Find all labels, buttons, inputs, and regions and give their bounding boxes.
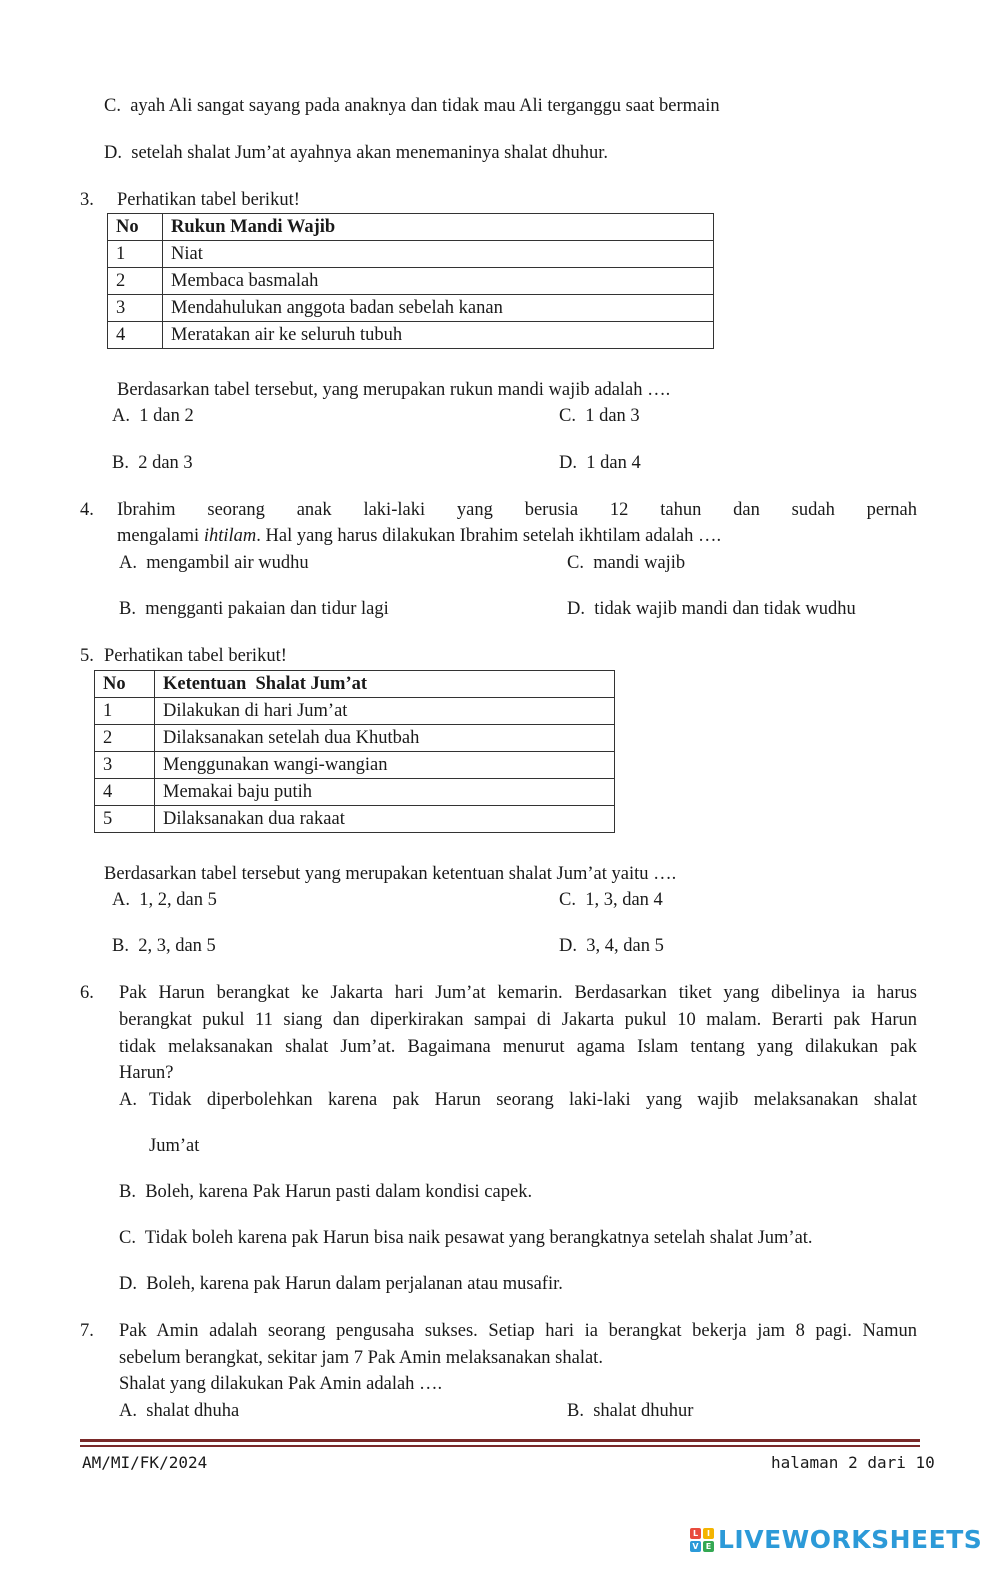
q3-table bbox=[107, 213, 714, 349]
option-letter: C. bbox=[559, 890, 576, 910]
table-cell: 3 bbox=[108, 295, 163, 322]
table-header-row bbox=[95, 671, 615, 698]
q5-option-d[interactable] bbox=[559, 933, 664, 959]
table-header-cell: No bbox=[95, 671, 155, 698]
option-text: shalat dhuhur bbox=[593, 1401, 694, 1421]
q6-number: 6. bbox=[80, 983, 94, 1003]
q4-line-2-pre: mengalami bbox=[117, 526, 204, 546]
option-text: 1 dan 4 bbox=[586, 453, 641, 473]
footer-page-number: halaman 2 dari 10 bbox=[771, 1453, 935, 1472]
q3-option-d[interactable] bbox=[559, 450, 641, 476]
option-letter: B. bbox=[112, 936, 129, 956]
option-text: mandi wajib bbox=[593, 553, 686, 573]
q4-option-d[interactable] bbox=[567, 596, 856, 622]
option-letter: C. bbox=[567, 553, 584, 573]
option-letter: A. bbox=[119, 553, 137, 573]
q4-option-c[interactable] bbox=[567, 550, 685, 576]
q4-line-1: Ibrahim seorang anak laki-laki yang berusia 12 tahun dan sudah pernah bbox=[117, 500, 917, 520]
option-letter: B. bbox=[119, 1182, 136, 1202]
option-letter: A. bbox=[112, 406, 130, 426]
q4-line-2 bbox=[117, 523, 721, 549]
q7-number: 7. bbox=[80, 1321, 94, 1341]
q5-question: Berdasarkan tabel tersebut yang merupakan ketentuan shalat Jum’at yaitu …. bbox=[104, 864, 677, 884]
option-text: shalat dhuha bbox=[146, 1401, 240, 1421]
option-text: mengganti pakaian dan tidur lagi bbox=[145, 599, 389, 619]
q3-number: 3. bbox=[80, 190, 94, 210]
table-cell: 2 bbox=[108, 268, 163, 295]
option-text: 1 dan 2 bbox=[139, 406, 194, 426]
option-letter: A. bbox=[112, 890, 130, 910]
q5-option-b[interactable] bbox=[112, 933, 216, 959]
table-row bbox=[108, 241, 714, 268]
table-header-cell: Rukun Mandi Wajib bbox=[163, 214, 714, 241]
option-letter: A. bbox=[119, 1401, 137, 1421]
footer-divider bbox=[80, 1439, 920, 1442]
q6-line-1: Pak Harun berangkat ke Jakarta hari Jum’at kemarin. Berdasarkan tiket yang dibelinya ia harus bbox=[119, 983, 917, 1003]
logo-letter: L bbox=[690, 1528, 701, 1539]
q2-option-d bbox=[104, 140, 608, 166]
footer-document-code: AM/MI/FK/2024 bbox=[82, 1453, 208, 1472]
q3-option-c[interactable] bbox=[559, 403, 640, 429]
logo-letter: I bbox=[703, 1528, 714, 1539]
option-letter: B. bbox=[119, 599, 136, 619]
option-text: 3, 4, dan 5 bbox=[586, 936, 664, 956]
logo-mark-icon bbox=[690, 1528, 714, 1552]
table-cell: Memakai baju putih bbox=[155, 779, 615, 806]
logo-letter: E bbox=[703, 1541, 714, 1552]
table-cell: Mendahulukan anggota badan sebelah kanan bbox=[163, 295, 714, 322]
table-cell: 4 bbox=[108, 322, 163, 349]
option-letter: D. bbox=[104, 143, 122, 163]
option-letter: B. bbox=[567, 1401, 584, 1421]
q6-option-a[interactable]: Tidak diperbolehkan karena pak Harun seorang laki-laki yang wajib melaksanakan shalat bbox=[149, 1090, 917, 1110]
q3-option-a[interactable] bbox=[112, 403, 194, 429]
table-cell: 1 bbox=[108, 241, 163, 268]
table-cell: 4 bbox=[95, 779, 155, 806]
q5-intro: Perhatikan tabel berikut! bbox=[104, 646, 287, 666]
logo-wordmark: LIVEWORKSHEETS bbox=[718, 1525, 983, 1554]
table-cell: Dilaksanakan setelah dua Khutbah bbox=[155, 725, 615, 752]
option-letter: C. bbox=[559, 406, 576, 426]
q5-option-c[interactable] bbox=[559, 887, 663, 913]
table-cell: Menggunakan wangi-wangian bbox=[155, 752, 615, 779]
q5-number: 5. bbox=[80, 646, 94, 666]
option-letter: D. bbox=[559, 453, 577, 473]
table-header-cell: Ketentuan Shalat Jum’at bbox=[155, 671, 615, 698]
table-cell: 5 bbox=[95, 806, 155, 833]
table-row bbox=[95, 806, 615, 833]
table-header-row bbox=[108, 214, 714, 241]
option-letter: D. bbox=[567, 599, 585, 619]
table-cell: Membaca basmalah bbox=[163, 268, 714, 295]
q6-line-2: berangkat pukul 11 siang dan diperkirakan sampai di Jakarta pukul 10 malam. Berarti pak Harun bbox=[119, 1010, 917, 1030]
option-text: Tidak boleh karena pak Harun bisa naik pesawat yang berangkatnya setelah shalat Jum’at. bbox=[144, 1228, 813, 1248]
q7-line-1: Pak Amin adalah seorang pengusaha sukses. Setiap hari ia berangkat bekerja jam 8 pagi. Namun bbox=[119, 1321, 917, 1341]
q5-table bbox=[94, 670, 615, 833]
q3-option-b[interactable] bbox=[112, 450, 193, 476]
option-text: 1, 3, dan 4 bbox=[585, 890, 663, 910]
table-cell: Meratakan air ke seluruh tubuh bbox=[163, 322, 714, 349]
option-letter: B. bbox=[112, 453, 129, 473]
option-letter: D. bbox=[559, 936, 577, 956]
q6-option-b[interactable] bbox=[119, 1179, 532, 1205]
q6-option-a-continued: Jum’at bbox=[149, 1136, 200, 1156]
q7-option-b[interactable] bbox=[567, 1398, 693, 1424]
table-row bbox=[95, 779, 615, 806]
table-row bbox=[95, 752, 615, 779]
q7-line-2: sebelum berangkat, sekitar jam 7 Pak Amin melaksanakan shalat. bbox=[119, 1348, 603, 1368]
option-text: Boleh, karena pak Harun dalam perjalanan atau musafir. bbox=[146, 1274, 563, 1294]
table-cell: 3 bbox=[95, 752, 155, 779]
option-text: tidak wajib mandi dan tidak wudhu bbox=[594, 599, 856, 619]
table-cell: 1 bbox=[95, 698, 155, 725]
table-row bbox=[108, 295, 714, 322]
option-text: 2, 3, dan 5 bbox=[138, 936, 216, 956]
q6-line-4: Harun? bbox=[119, 1063, 174, 1083]
q2-option-c bbox=[104, 93, 720, 119]
q4-line-2-post: . Hal yang harus dilakukan Ibrahim setelah ikhtilam adalah …. bbox=[256, 526, 722, 546]
option-letter: C. bbox=[104, 96, 121, 116]
logo-letter: V bbox=[690, 1541, 701, 1552]
q6-option-c[interactable] bbox=[119, 1225, 813, 1251]
option-text: 2 dan 3 bbox=[138, 453, 193, 473]
option-letter: D. bbox=[119, 1274, 137, 1294]
q6-option-d[interactable] bbox=[119, 1271, 563, 1297]
q7-option-a[interactable] bbox=[119, 1398, 239, 1424]
table-row bbox=[95, 725, 615, 752]
q3-intro: Perhatikan tabel berikut! bbox=[117, 190, 300, 210]
q6-option-a-letter[interactable]: A. bbox=[119, 1090, 137, 1110]
option-text: Boleh, karena Pak Harun pasti dalam kondisi capek. bbox=[145, 1182, 533, 1202]
table-cell: Niat bbox=[163, 241, 714, 268]
option-text: setelah shalat Jum’at ayahnya akan menemaninya shalat dhuhur. bbox=[131, 143, 608, 163]
q4-number: 4. bbox=[80, 500, 94, 520]
option-letter: C. bbox=[119, 1228, 136, 1248]
table-row bbox=[95, 698, 615, 725]
q3-question: Berdasarkan tabel tersebut, yang merupakan rukun mandi wajib adalah …. bbox=[117, 380, 671, 400]
q7-line-3: Shalat yang dilakukan Pak Amin adalah …. bbox=[119, 1374, 443, 1394]
table-cell: Dilakukan di hari Jum’at bbox=[155, 698, 615, 725]
table-cell: Dilaksanakan dua rakaat bbox=[155, 806, 615, 833]
option-text: 1, 2, dan 5 bbox=[139, 890, 217, 910]
table-row bbox=[108, 322, 714, 349]
table-header-cell: No bbox=[108, 214, 163, 241]
q4-line-2-italic: ihtilam bbox=[203, 526, 257, 546]
liveworksheets-logo bbox=[690, 1527, 982, 1553]
q4-option-b[interactable] bbox=[119, 596, 389, 622]
table-cell: 2 bbox=[95, 725, 155, 752]
q6-line-3: tidak melaksanakan shalat Jum’at. Bagaimana menurut agama Islam tentang yang dilakukan pak bbox=[119, 1037, 917, 1057]
footer-divider-thin bbox=[80, 1445, 920, 1447]
q5-option-a[interactable] bbox=[112, 887, 217, 913]
option-text: ayah Ali sangat sayang pada anaknya dan tidak mau Ali terganggu saat bermain bbox=[130, 96, 720, 116]
option-text: mengambil air wudhu bbox=[146, 553, 309, 573]
q4-option-a[interactable] bbox=[119, 550, 309, 576]
table-row bbox=[108, 268, 714, 295]
option-text: 1 dan 3 bbox=[585, 406, 640, 426]
